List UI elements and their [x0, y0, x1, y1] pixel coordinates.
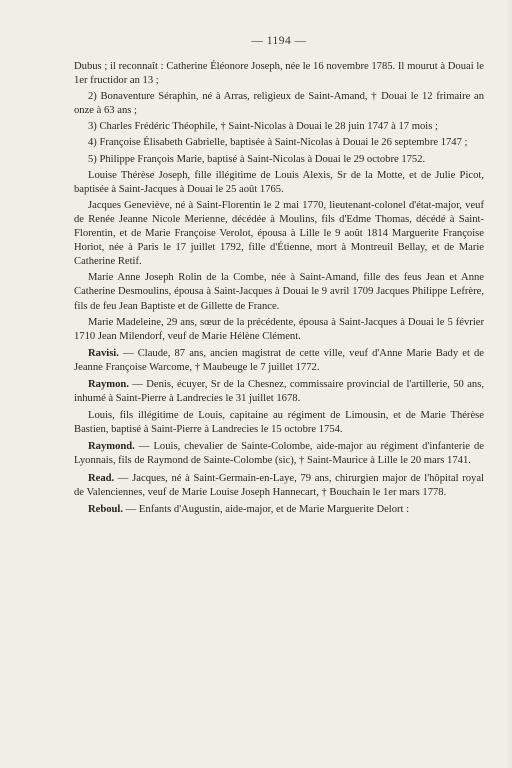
- entry-name-raymon: Raymon.: [88, 378, 129, 390]
- entry-text-raymond: — Louis, chevalier de Sainte-Colombe, aide-major au régiment d'infanterie de Lyonnais, fils de Raymond de Sainte-Colombe (sic), † Saint-Maurice à Lille le 20 mars 1741.: [74, 441, 484, 467]
- entry-read: [74, 472, 484, 500]
- page-edge-shadow: [506, 0, 512, 768]
- entry-text-read: — Jacques, né à Saint-Germain-en-Laye, 79 ans, chirurgien major de l'hôpital royal de Valenciennes, veuf de Marie Louise Joseph Hannecart, † Bouchain le 1er mars 1778.: [74, 472, 484, 498]
- entry-name-reboul: Reboul.: [88, 503, 124, 515]
- entry-reboul: [74, 503, 484, 517]
- paragraph-p5: 5) Philippe François Marie, baptisé à Saint-Nicolas à Douai le 29 octobre 1752.: [88, 153, 426, 165]
- entry-raymon: [74, 378, 484, 406]
- entry-name-raymond: Raymond.: [88, 441, 135, 453]
- page-number: — 1194 —: [251, 35, 307, 47]
- entry-louis: [74, 409, 484, 437]
- entry-text-raymon: — Denis, écuyer, Sr de la Chesnez, commissaire provincial de l'artillerie, 50 ans, inhumé à Saint-Pierre à Landrecies le 31 juillet 1678.: [74, 378, 484, 405]
- entry-text-louis: Louis, fils illégitime de Louis, capitaine au régiment de Limousin, et de Marie Thérèse Bastien, baptisé à Saint-Pierre à Landrecies le 15 octobre 1754.: [74, 410, 484, 436]
- paragraph-p1: Dubus ; il reconnaît : Catherine Éléonore Joseph, née le 16 novembre 1785. Il mourut à Douai le 1er fructidor an 13 ;: [74, 61, 484, 87]
- entry-name-ravisi: Ravisi.: [88, 347, 119, 359]
- entry-name-read: Read.: [88, 472, 115, 484]
- paragraph-p9: Marie Madeleine, 29 ans, sœur de la précédente, épousa à Saint-Jacques à Douai le 5 février 1710 Jean Milendorf, veuf de Marie Hélène Clément.: [74, 316, 484, 342]
- entry-text-reboul: — Enfants d'Augustin, aide-major, et de Marie Marguerite Delort :: [123, 503, 410, 515]
- paragraph-p2: 2) Bonaventure Séraphin, né à Arras, religieux de Saint-Amand, † Douai le 12 frimaire an onze à 63 ans ;: [74, 91, 484, 117]
- entry-ravisi: [74, 347, 484, 375]
- entry-text-ravisi: — Claude, 87 ans, ancien magistrat de cette ville, veuf d'Anne Marie Bady et de Jeanne Françoise Warcome, † Maubeuge le 7 juillet 1772.: [74, 347, 484, 373]
- paragraph-p6: Louise Thérèse Joseph, fille illégitime de Louis Alexis, Sr de la Motte, et de Julie Picot, baptisée à Saint-Jacques à Douai le 25 août 1765.: [74, 169, 484, 195]
- paragraph-p8: Marie Anne Joseph Rolin de la Combe, née à Saint-Amand, fille des feus Jean et Anne Catherine Desmoulins, épousa à Saint-Jacques à Douai le 9 avril 1709 Jacques Philippe Lefrère, fils de feu Jean Baptiste et de Gillette de France.: [74, 272, 484, 312]
- entry-raymond: [74, 440, 484, 468]
- paragraph-p4: 4) Françoise Élisabeth Gabrielle, baptisée à Saint-Nicolas à Douai le 26 septembre 1747 ;: [88, 137, 468, 149]
- paragraph-p3: 3) Charles Frédéric Théophile, † Saint-Nicolas à Douai le 28 juin 1747 à 17 mois ;: [88, 121, 438, 133]
- paragraph-p7: Jacques Geneviève, né à Saint-Florentin le 2 mai 1770, lieutenant-colonel d'état-major, veuf de Renée Jeanne Nicole Merienne, décédée à Moulins, fils d'Edme Thomas, décédé à Saint-Florentin, et de Marie Françoise Verolot, épousa à Lille le 9 août 1814 Marguerite Françoise Horiot, née à Paris le 17 juillet 1792, fille d'Étienne, mort à Montreuil Bellay, et de Marie Catherine Retif.: [74, 199, 484, 268]
